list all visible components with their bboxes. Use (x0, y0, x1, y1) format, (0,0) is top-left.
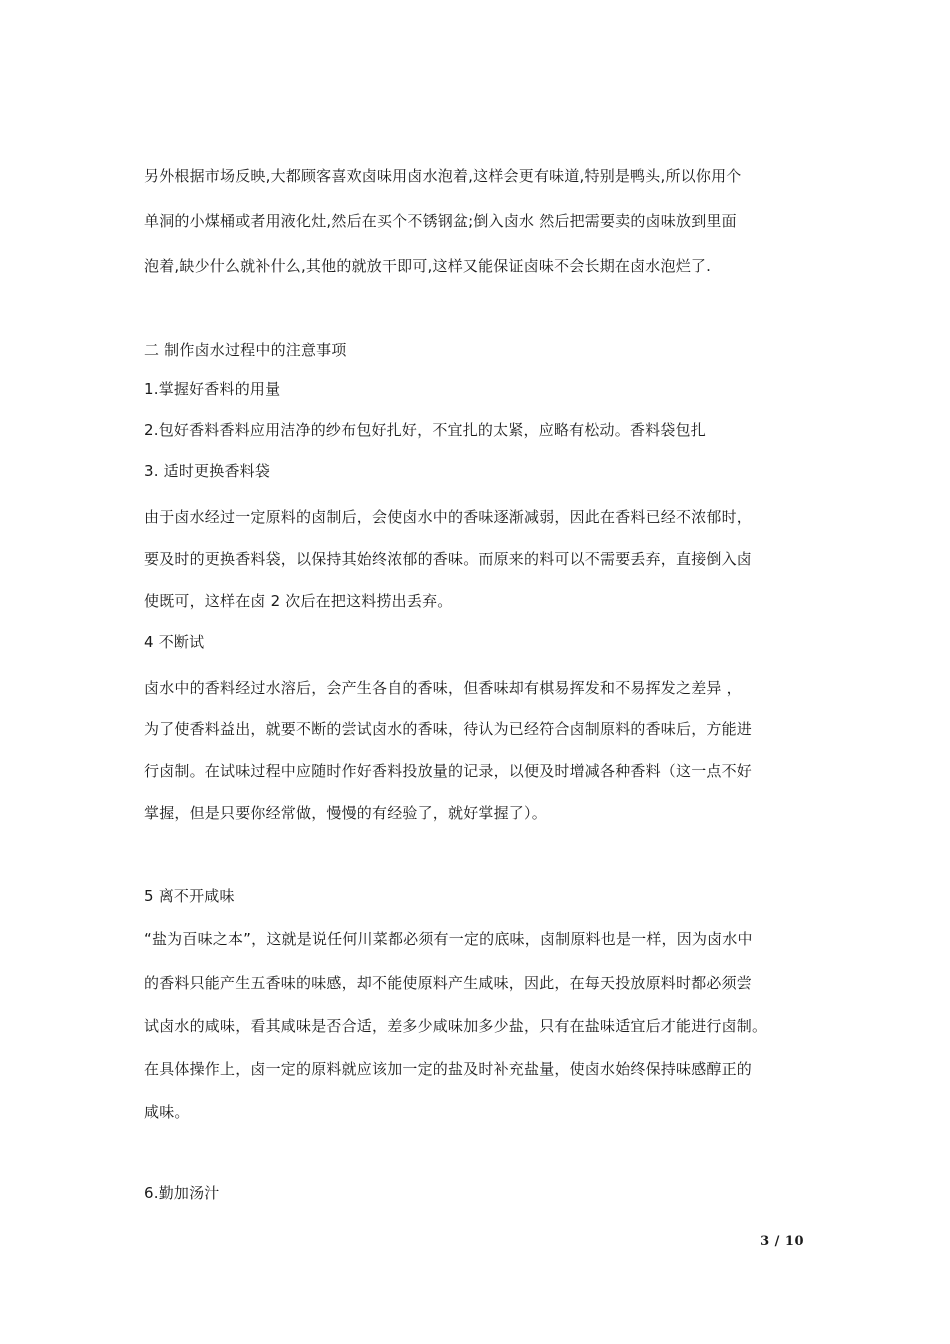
item6-heading: 6.勤加汤汁 (144, 1184, 220, 1202)
item5-body-line-5: 咸味。 (144, 1103, 190, 1121)
item5-heading: 5 离不开咸味 (144, 887, 235, 905)
intro-line-2: 单洞的小煤桶或者用液化灶,然后在买个不锈钢盆;倒入卤水 然后把需要卖的卤味放到里面 (144, 212, 737, 230)
item5-body-line-4: 在具体操作上，卤一定的原料就应该加一定的盐及时补充盐量，使卤水始终保持味感醇正的 (144, 1060, 753, 1078)
item4-body-line-2: 为了使香料益出，就要不断的尝试卤水的香味，待认为已经符合卤制原料的香味后，方能进 (144, 720, 753, 738)
intro-line-1: 另外根据市场反映,大都顾客喜欢卤味用卤水泡着,这样会更有味道,特别是鸭头,所以你用个 (144, 167, 742, 185)
intro-line-3: 泡着,缺少什么就补什么,其他的就放干即可,这样又能保证卤味不会长期在卤水泡烂了. (144, 257, 712, 275)
item3-body-line-1: 由于卤水经过一定原料的卤制后，会使卤水中的香味逐渐减弱，因此在香料已经不浓郁时， (144, 508, 753, 526)
item1-heading: 1.掌握好香料的用量 (144, 380, 281, 398)
item4-body-line-3: 行卤制。在试味过程中应随时作好香料投放量的记录，以便及时增减各种香料（这一点不好 (144, 762, 753, 780)
item3-body-line-3: 使既可，这样在卤 2 次后在把这料捞出丢弃。 (144, 592, 453, 610)
item3-heading: 3. 适时更换香料袋 (144, 462, 271, 480)
section-heading: 二 制作卤水过程中的注意事项 (144, 341, 347, 359)
item5-body-line-3: 试卤水的咸味，看其咸味是否合适，差多少咸味加多少盐，只有在盐味适宜后才能进行卤制。 (144, 1017, 768, 1035)
item4-body-line-4: 掌握，但是只要你经常做，慢慢的有经验了，就好掌握了）。 (144, 804, 547, 822)
item2-text: 2.包好香料香料应用洁净的纱布包好扎好，不宜扎的太紧，应略有松动。香料袋包扎 (144, 421, 706, 439)
item4-body-line-1: 卤水中的香料经过水溶后，会产生各自的香味，但香味却有棋易挥发和不易挥发之差异 ， (144, 679, 742, 697)
item3-body-line-2: 要及时的更换香料袋，以保持其始终浓郁的香味。而原来的料可以不需要丢弃，直接倒入卤 (144, 550, 753, 568)
item4-heading: 4 不断试 (144, 633, 205, 651)
item5-body-line-1: “盐为百味之本”，这就是说任何川菜都必须有一定的底味，卤制原料也是一样，因为卤水中 (144, 930, 753, 948)
page-number: 3 / 10 (760, 1234, 804, 1249)
item5-body-line-2: 的香料只能产生五香味的味感，却不能使原料产生咸味，因此，在每天投放原料时都必须尝 (144, 974, 753, 992)
